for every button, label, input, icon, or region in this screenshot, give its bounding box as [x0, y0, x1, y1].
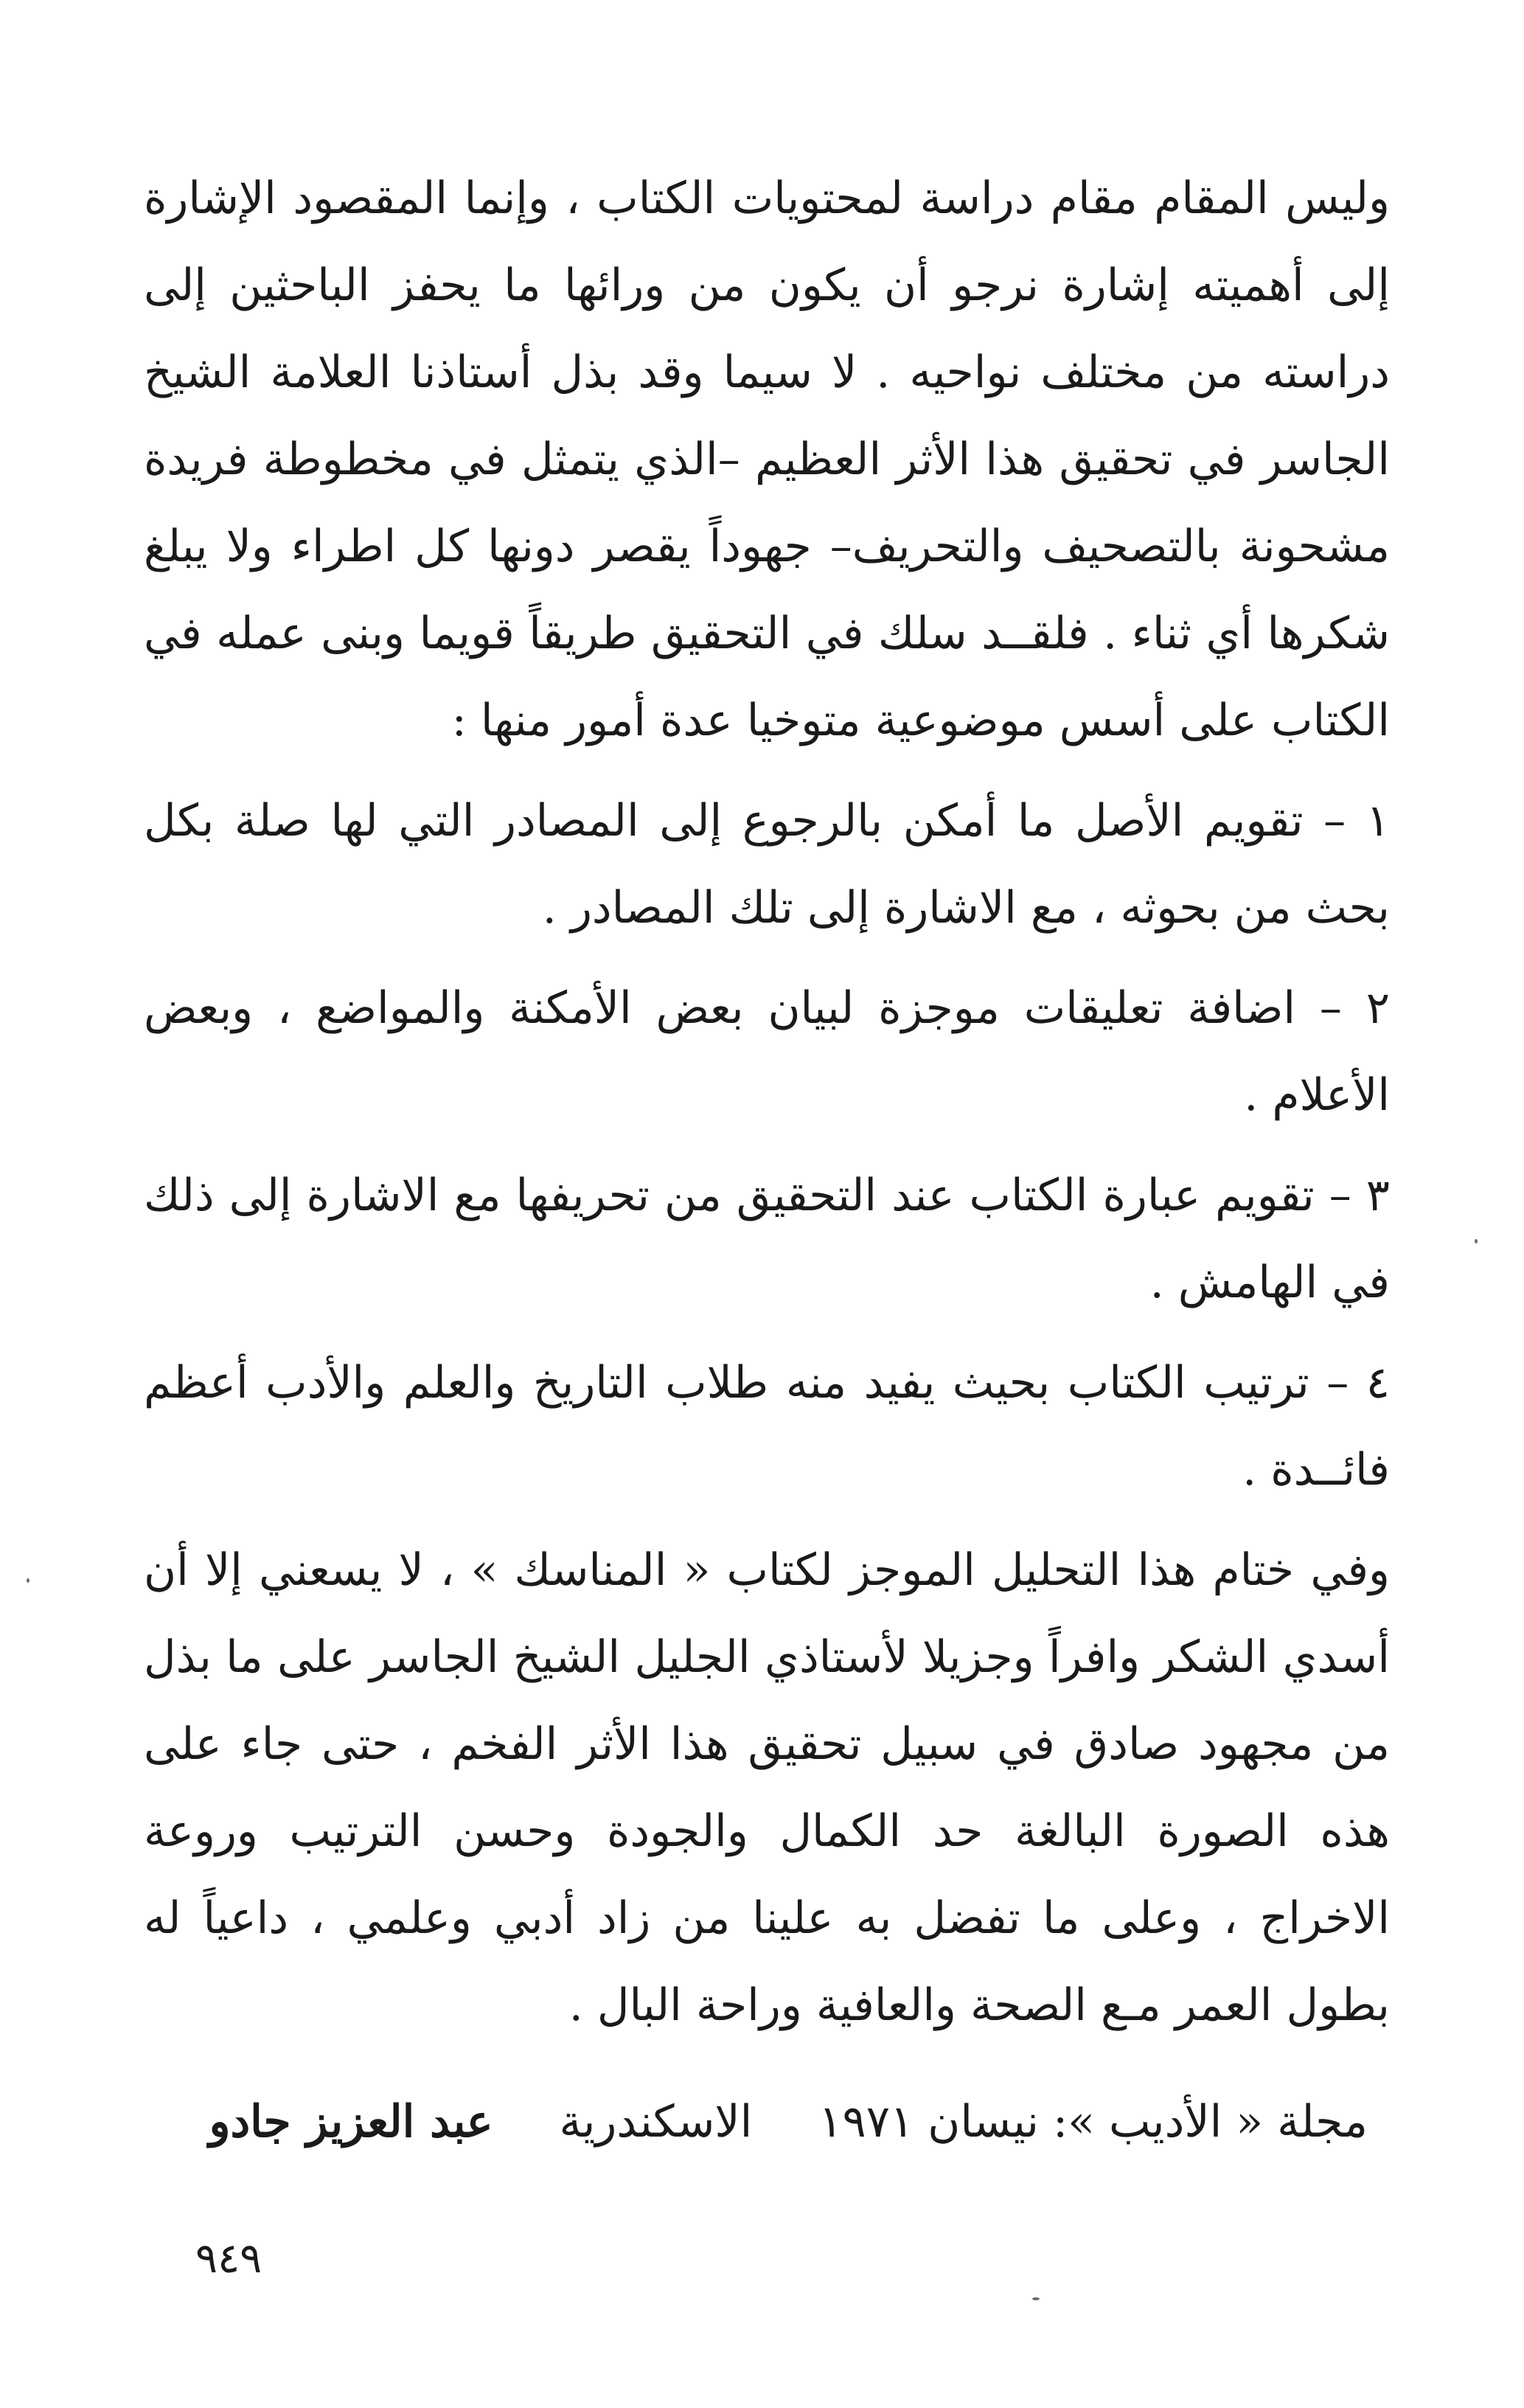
list-item-text: تقويم عبارة الكتاب عند التحقيق من تحريفها مع الاشارة إلى ذلك في الهامش . — [144, 1170, 1390, 1308]
closing-paragraph: وفي ختام هذا التحليل الموجز لكتاب « المناسك » ، لا يسعني إلا أن أسدي الشكر وافراً وجزيلا لأستاذي الجليل الشيخ الجاسر على ما بذل من مجهود صادق في سبيل تحقيق هذا الأثر الفخم ، حتى جاء على هذه الصورة البالغة حد الكمال والجودة وحسن الترتيب وروعة الاخراج ، وعلى ما تفضل به علينا من زاد أدبي وعلمي ، داعياً له بطول العمر مـع الصحة والعافية وراحة البال . — [144, 1544, 1390, 2031]
list-item — [144, 777, 1390, 951]
list-item-text: تقويم الأصل ما أمكن بالرجوع إلى المصادر التي لها صلة بكل بحث من بحوثه ، مع الاشارة إلى تلك المصادر . — [144, 795, 1390, 934]
author-name: عبد العزيز جادو — [209, 2096, 493, 2148]
page-content — [144, 155, 1390, 2165]
list-item-text: اضافة تعليقات موجزة لبيان بعض الأمكنة والمواضع ، وبعض الأعلام . — [144, 982, 1390, 1121]
page-number: ٩٤٩ — [195, 2235, 262, 2283]
list-item — [144, 965, 1390, 1139]
numbered-list — [144, 777, 1390, 1513]
list-item-number: ١ – — [1323, 795, 1391, 847]
list-item — [144, 1152, 1390, 1326]
list-item — [144, 1339, 1390, 1513]
intro-paragraph: وليس المقام مقام دراسة لمحتويات الكتاب ، وإنما المقصود الإشارة إلى أهميته إشارة نرجو أن يكون من ورائها ما يحفز الباحثين إلى دراسته من مختلف نواحيه . لا سيما وقد بذل أستاذنا العلامة الشيخ الجاسر في تحقيق هذا الأثر العظيم –الذي يتمثل في مخطوطة فريدة مشحونة بالتصحيف والتحريف– جهوداً يقصر دونها كل اطراء ولا يبلغ شكرها أي ثناء . فلقــد سلك في التحقيق طريقاً قويما وبنى عمله في الكتاب على أسس موضوعية متوخيا عدة أمور منها : — [144, 173, 1391, 746]
list-item-text: ترتيب الكتاب بحيث يفيد منه طلاب التاريخ والعلم والأدب أعظم فائــدة . — [144, 1357, 1390, 1496]
scan-speck — [1032, 2297, 1040, 2300]
list-item-number: ٢ – — [1319, 982, 1390, 1034]
list-item-number: ٤ – — [1326, 1357, 1390, 1409]
scan-speck — [1475, 1239, 1478, 1243]
signature-line — [144, 2078, 1390, 2165]
source-citation: مجلة « الأديب »: نيسان ١٩٧١ — [818, 2096, 1368, 2148]
scan-speck — [27, 1578, 29, 1583]
city-name: الاسكندرية — [559, 2096, 753, 2148]
list-item-number: ٣ – — [1329, 1170, 1391, 1221]
